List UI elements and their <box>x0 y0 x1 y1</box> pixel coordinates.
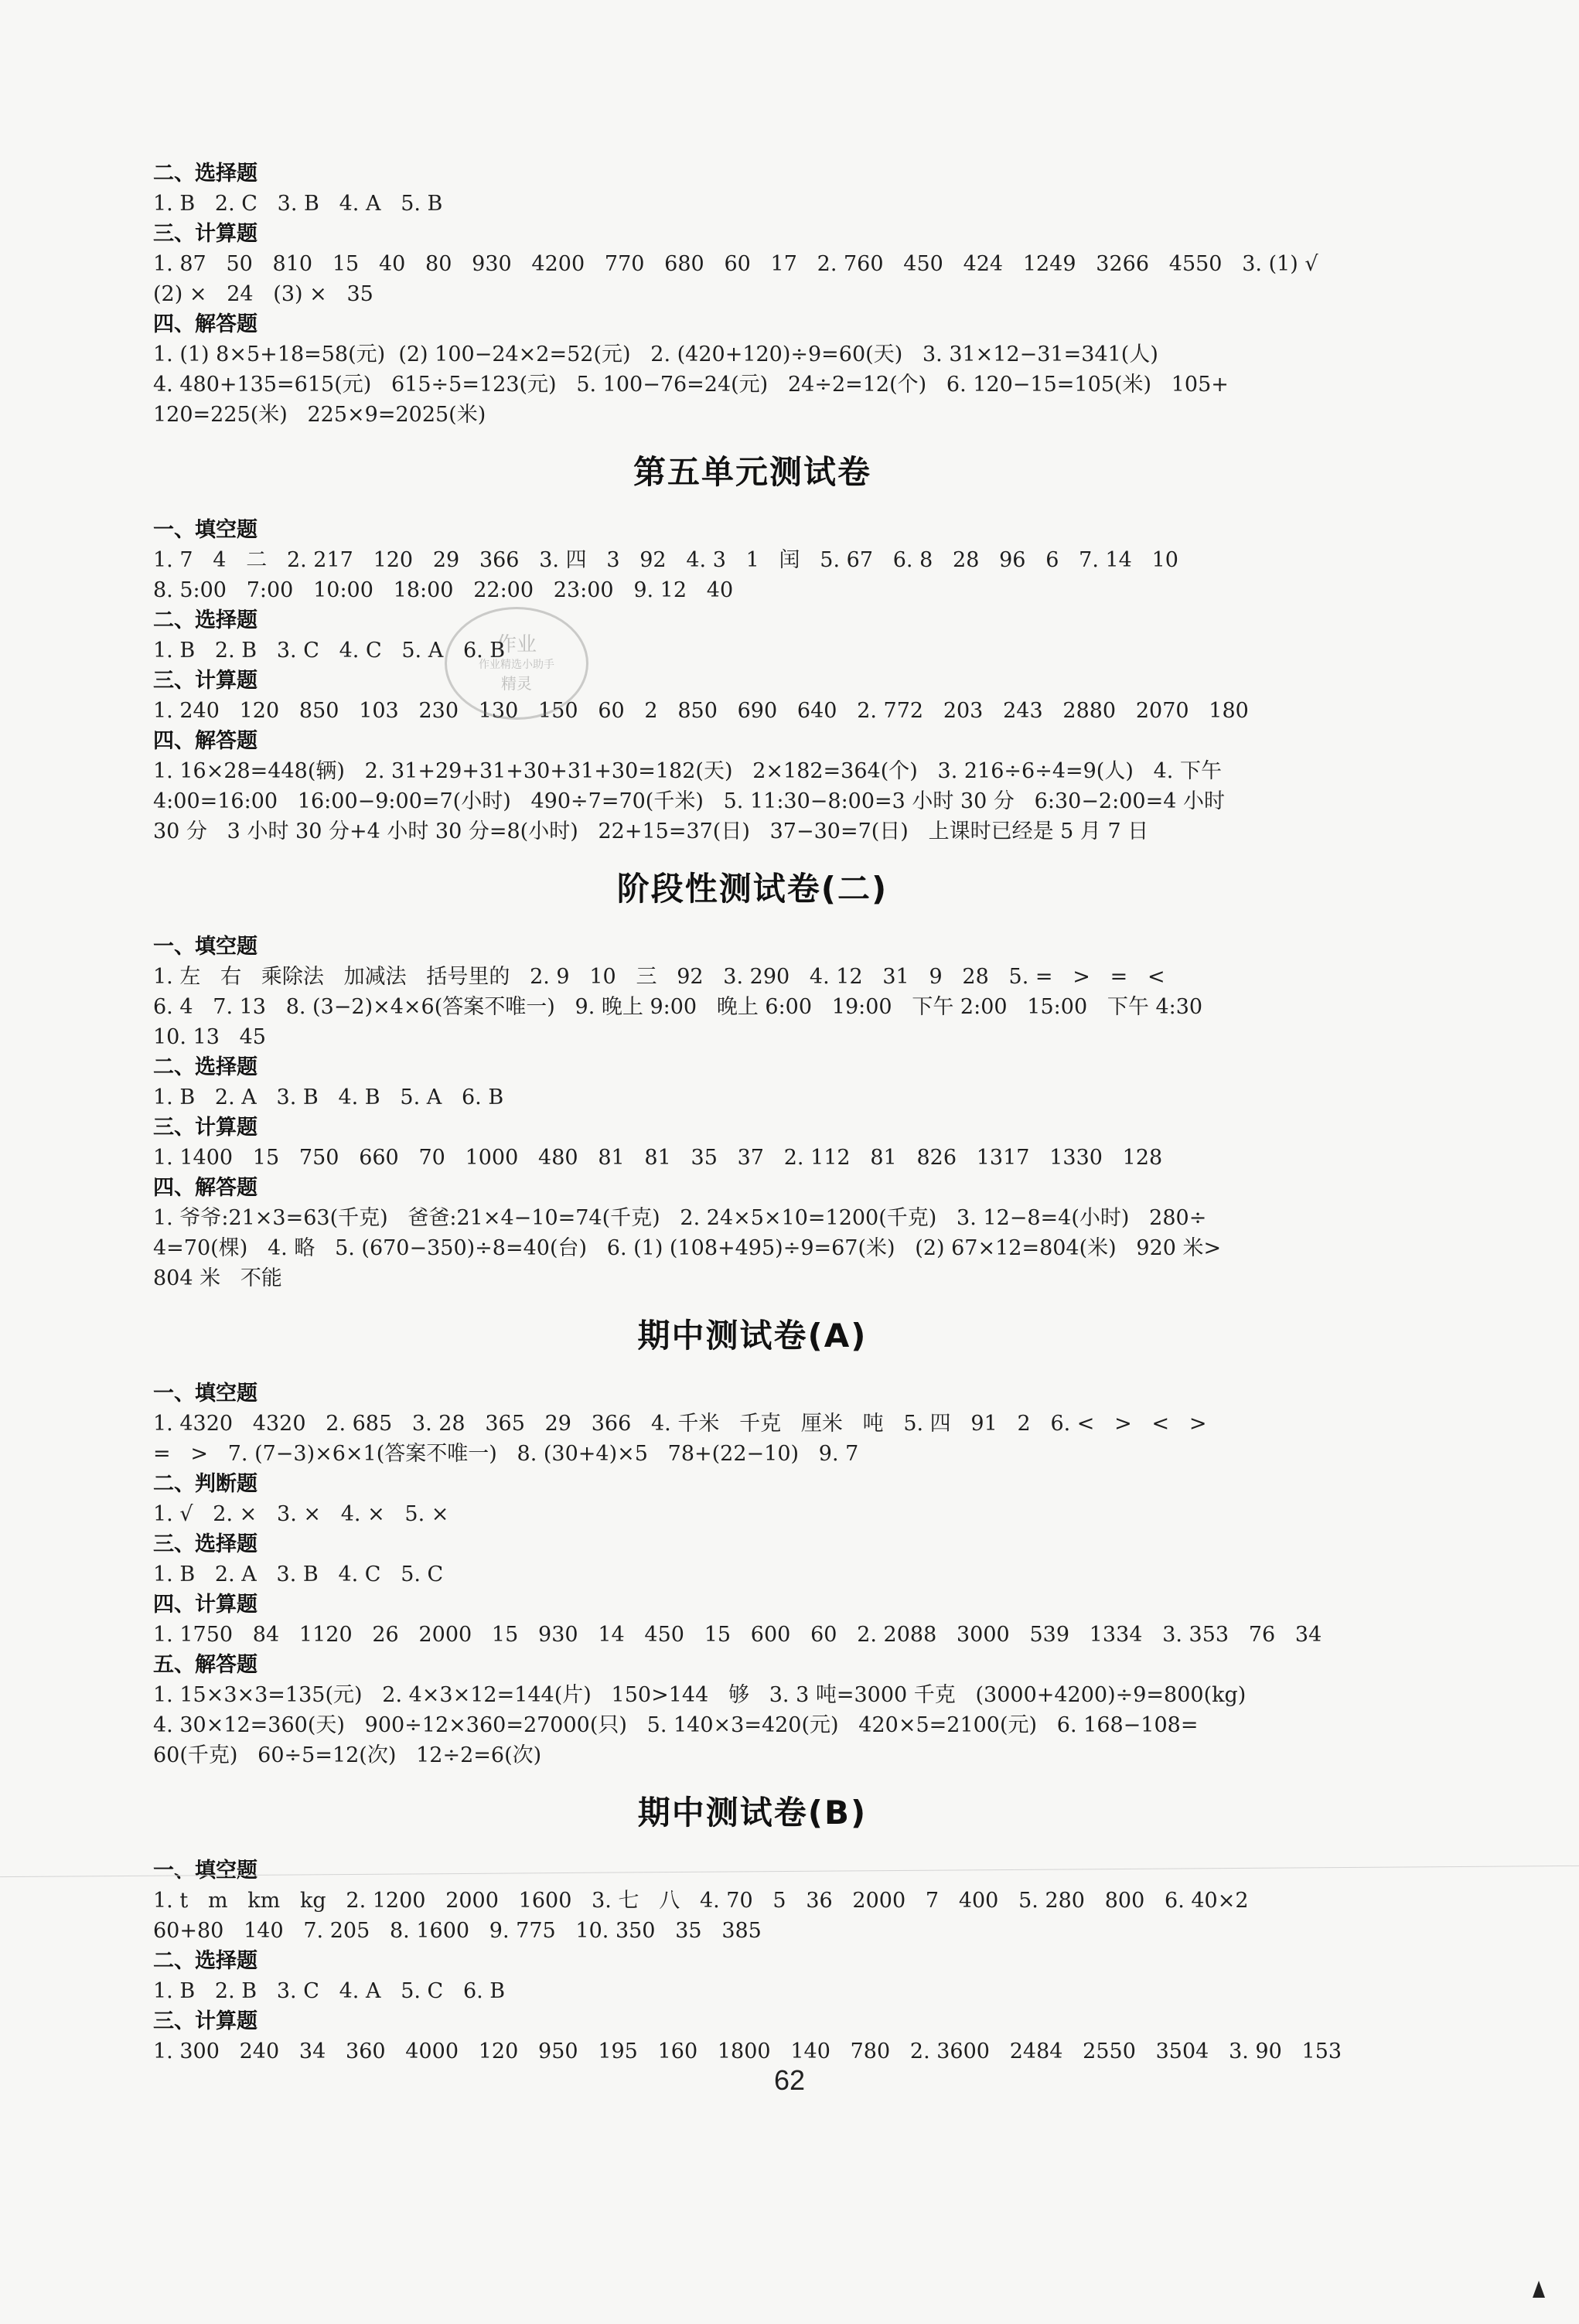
answer-line: 4. 30×12=360(天) 900÷12×360=27000(只) 5. 140×3=420(元) 420×5=2100(元) 6. 168−108= <box>153 1713 1199 1737</box>
answer-section <box>153 847 1352 1293</box>
answer-section <box>153 158 1352 430</box>
group-heading: 二、判断题 <box>153 1472 257 1496</box>
group-heading: 一、填空题 <box>153 1382 257 1406</box>
question-group <box>153 1173 1352 1293</box>
group-heading: 一、填空题 <box>153 518 257 542</box>
question-group <box>153 1113 1352 1173</box>
question-group <box>153 158 1352 219</box>
answer-line: 1. 1400 15 750 660 70 1000 480 81 81 35 37 2. 112 81 826 1317 1330 128 <box>153 1146 1163 1170</box>
question-group <box>153 1946 1352 2006</box>
answer-line: 1. 300 240 34 360 4000 120 950 195 160 1800 140 780 2. 3600 2484 2550 3504 3. 90 153 <box>153 2039 1342 2063</box>
answer-line: 4=70(棵) 4. 略 5. (670−350)÷8=40(台) 6. (1) (108+495)÷9=67(米) (2) 67×12=804(米) 920 米> <box>153 1236 1222 1260</box>
question-group <box>153 1469 1352 1529</box>
question-group <box>153 309 1352 430</box>
answer-line: 8. 5:00 7:00 10:00 18:00 22:00 23:00 9. 12 40 <box>153 578 734 602</box>
question-group <box>153 1529 1352 1590</box>
section-title: 期中测试卷(B) <box>637 1794 868 1832</box>
group-heading: 四、计算题 <box>153 1593 257 1617</box>
section-title: 第五单元测试卷 <box>633 453 871 491</box>
page-number: 62 <box>773 2064 806 2096</box>
answer-line: 1. 1750 84 1120 26 2000 15 930 14 450 15 600 60 2. 2088 3000 539 1334 3. 353 76 34 <box>153 1623 1322 1647</box>
question-group <box>153 219 1352 309</box>
answer-line: 1. 87 50 810 15 40 80 930 4200 770 680 60 17 2. 760 450 424 1249 3266 4550 3. (1) √ <box>153 252 1318 276</box>
group-heading: 二、选择题 <box>153 1055 257 1079</box>
answer-line: 30 分 3 小时 30 分+4 小时 30 分=8(小时) 22+15=37(日) 37−30=7(日) 上课时已经是 5 月 7 日 <box>153 820 1149 843</box>
question-group <box>153 1052 1352 1113</box>
watermark-stamp <box>445 607 588 720</box>
question-group <box>153 2006 1352 2067</box>
group-heading: 四、解答题 <box>153 312 257 336</box>
group-heading: 四、解答题 <box>153 1176 257 1200</box>
answer-line: 804 米 不能 <box>153 1266 282 1290</box>
watermark-text-1: 作业 <box>496 633 537 656</box>
group-heading: 三、计算题 <box>153 222 257 246</box>
answer-line: 1. B 2. B 3. C 4. C 5. A 6. B <box>153 639 506 663</box>
question-group <box>153 1590 1352 1650</box>
answer-line: 1. B 2. A 3. B 4. C 5. C <box>153 1562 444 1586</box>
answer-line: 1. 240 120 850 103 230 130 150 60 2 850 690 640 2. 772 203 243 2880 2070 180 <box>153 699 1249 723</box>
answer-line: 1. √ 2. × 3. × 4. × 5. × <box>153 1502 449 1526</box>
answer-line: 1. 爷爷:21×3=63(千克) 爸爸:21×4−10=74(千克) 2. 24×5×10=1200(千克) 3. 12−8=4(小时) 280÷ <box>153 1206 1207 1230</box>
answer-line: 6. 4 7. 13 8. (3−2)×4×6(答案不唯一) 9. 晚上 9:00 晚上 6:00 19:00 下午 2:00 15:00 下午 4:30 <box>153 995 1203 1019</box>
answer-line: 120=225(米) 225×9=2025(米) <box>153 403 486 427</box>
group-heading: 三、计算题 <box>153 2009 257 2033</box>
section-title: 阶段性测试卷(二) <box>616 870 888 908</box>
answer-line: 1. 15×3×3=135(元) 2. 4×3×12=144(片) 150>144 够 3. 3 吨=3000 千克 (3000+4200)÷9=800(kg) <box>153 1683 1246 1707</box>
answer-line: 60+80 140 7. 205 8. 1600 9. 775 10. 350 35 385 <box>153 1919 762 1943</box>
group-heading: 三、选择题 <box>153 1532 257 1556</box>
section-title: 期中测试卷(A) <box>637 1317 868 1355</box>
answer-line: 1. B 2. B 3. C 4. A 5. C 6. B <box>153 1979 506 2003</box>
question-group <box>153 605 1352 666</box>
group-heading: 二、选择题 <box>153 1949 257 1973</box>
answer-line: 4:00=16:00 16:00−9:00=7(小时) 490÷7=70(千米) 5. 11:30−8:00=3 小时 30 分 6:30−2:00=4 小时 <box>153 789 1225 813</box>
answer-section <box>153 1293 1352 1770</box>
question-group <box>153 1650 1352 1770</box>
answer-line: 60(千克) 60÷5=12(次) 12÷2=6(次) <box>153 1743 542 1767</box>
answer-line: 1. B 2. C 3. B 4. A 5. B <box>153 192 443 216</box>
question-group <box>153 726 1352 847</box>
answer-line: 1. B 2. A 3. B 4. B 5. A 6. B <box>153 1085 504 1109</box>
watermark-text-3: 精灵 <box>501 674 532 693</box>
answer-line: 1. 16×28=448(辆) 2. 31+29+31+30+31+30=182(天) 2×182=364(个) 3. 216÷6÷4=9(人) 4. 下午 <box>153 759 1222 783</box>
group-heading: 一、填空题 <box>153 935 257 959</box>
corner-mark <box>1533 2281 1545 2298</box>
answer-line: 4. 480+135=615(元) 615÷5=123(元) 5. 100−76=24(元) 24÷2=12(个) 6. 120−15=105(米) 105+ <box>153 373 1229 397</box>
answer-line: 10. 13 45 <box>153 1025 266 1049</box>
group-heading: 三、计算题 <box>153 1116 257 1140</box>
question-group <box>153 666 1352 726</box>
watermark-text-2: 作业精选小助手 <box>479 659 554 671</box>
answer-section <box>153 430 1352 847</box>
answer-line: 1. t m km kg 2. 1200 2000 1600 3. 七 八 4. 70 5 36 2000 7 400 5. 280 800 6. 40×2 <box>153 1889 1249 1913</box>
answer-line: = > 7. (7−3)×6×1(答案不唯一) 8. (30+4)×5 78+(22−10) 9. 7 <box>153 1442 859 1466</box>
group-heading: 四、解答题 <box>153 729 257 753</box>
answer-line: (2) × 24 (3) × 35 <box>153 282 373 306</box>
answer-line: 1. 7 4 二 2. 217 120 29 366 3. 四 3 92 4. 3 1 闰 5. 67 6. 8 28 96 6 7. 14 10 <box>153 548 1178 572</box>
group-heading: 二、选择题 <box>153 162 257 186</box>
answer-page <box>153 158 1352 2067</box>
question-group <box>153 515 1352 605</box>
group-heading: 一、填空题 <box>153 1859 257 1883</box>
group-heading: 五、解答题 <box>153 1653 257 1677</box>
answer-line: 1. 4320 4320 2. 685 3. 28 365 29 366 4. 千米 千克 厘米 吨 5. 四 91 2 6. < > < > <box>153 1412 1207 1436</box>
answer-section <box>153 1770 1352 2067</box>
answer-line: 1. (1) 8×5+18=58(元) (2) 100−24×2=52(元) 2. (420+120)÷9=60(天) 3. 31×12−31=341(人) <box>153 342 1158 366</box>
question-group <box>153 932 1352 1052</box>
answer-line: 1. 左 右 乘除法 加减法 括号里的 2. 9 10 三 92 3. 290 4. 12 31 9 28 5. = > = < <box>153 965 1165 989</box>
group-heading: 二、选择题 <box>153 608 257 632</box>
group-heading: 三、计算题 <box>153 669 257 693</box>
question-group <box>153 1378 1352 1469</box>
